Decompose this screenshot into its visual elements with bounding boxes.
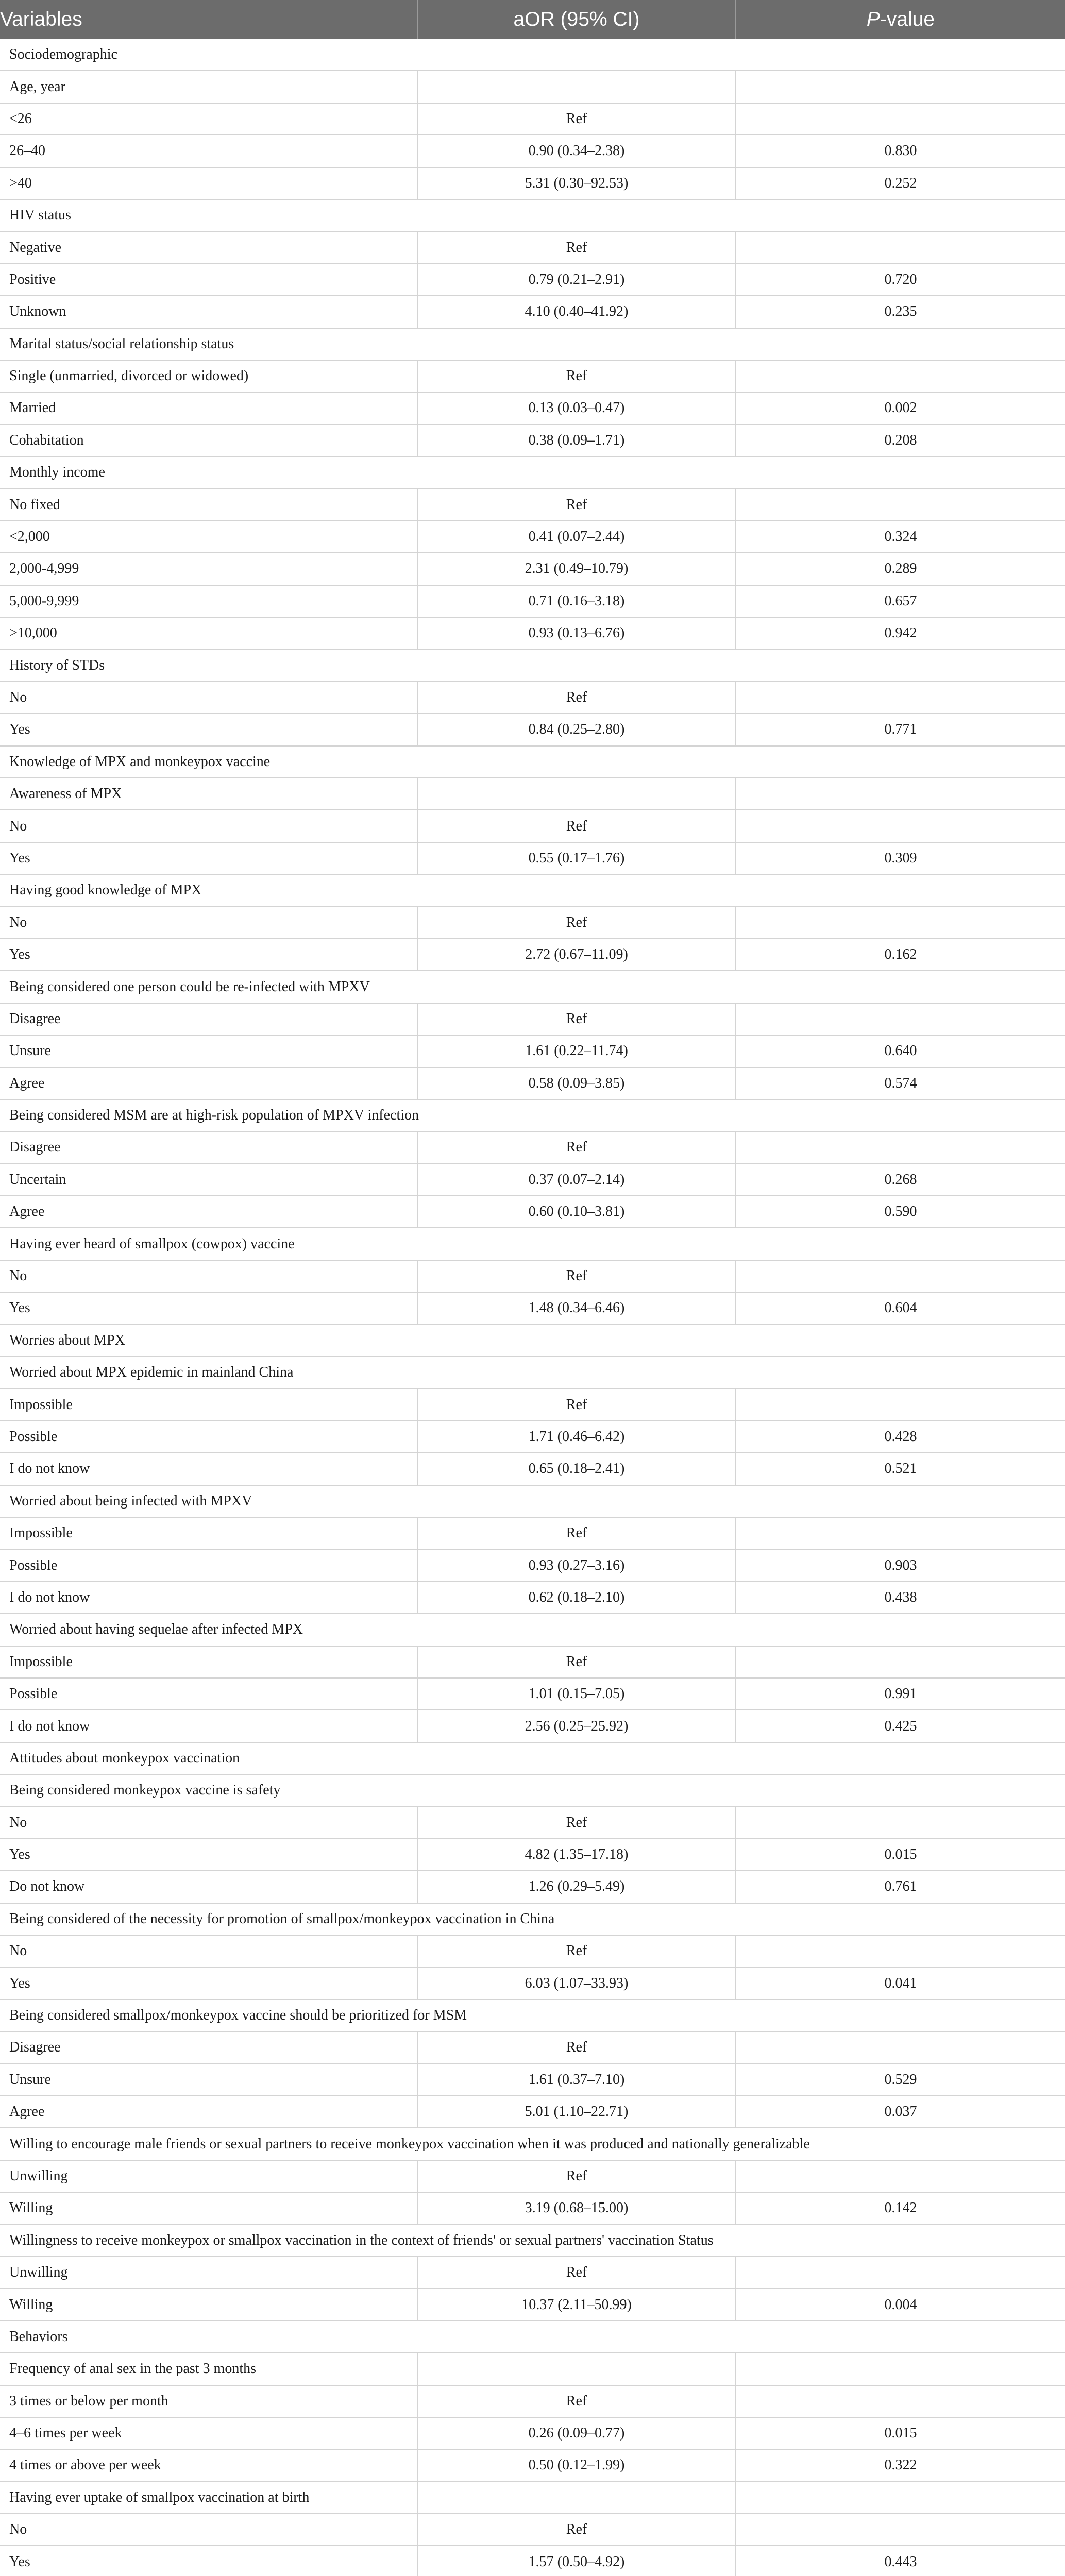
aor-cell: 6.03 (1.07–33.93) — [417, 1967, 736, 1999]
p-value-cell — [736, 1646, 1065, 1678]
variable-cell: 3 times or below per month — [0, 2385, 417, 2417]
variable-cell: Disagree — [0, 2031, 417, 2063]
section-label: Being considered MSM are at high-risk population of MPXV infection — [0, 1099, 1065, 1131]
aor-cell: Ref — [417, 2385, 736, 2417]
table-row — [0, 2546, 1065, 2576]
table-row — [0, 2514, 1065, 2546]
variable-cell: Disagree — [0, 1003, 417, 1035]
p-value-cell: 0.309 — [736, 842, 1065, 874]
table-row — [0, 521, 1065, 553]
table-section-row — [0, 39, 1065, 71]
table-section-row — [0, 1325, 1065, 1357]
variable-cell: Willing — [0, 2192, 417, 2224]
p-value-cell — [736, 778, 1065, 810]
section-label: Willing to encourage male friends or sexual partners to receive monkeypox vaccination when it was produced and nationally generalizable — [0, 2128, 1065, 2160]
table-row — [0, 2289, 1065, 2320]
table-row — [0, 553, 1065, 585]
variable-cell: Impossible — [0, 1646, 417, 1678]
aor-cell: 0.79 (0.21–2.91) — [417, 264, 736, 296]
header-p-italic: P — [866, 8, 880, 30]
table-row — [0, 2160, 1065, 2192]
aor-cell: Ref — [417, 1260, 736, 1292]
variable-cell: Uncertain — [0, 1164, 417, 1196]
p-value-cell: 0.529 — [736, 2064, 1065, 2096]
p-value-cell — [736, 2385, 1065, 2417]
table-row — [0, 1196, 1065, 1228]
section-label: Worried about having sequelae after infected MPX — [0, 1614, 1065, 1646]
table-row — [0, 296, 1065, 328]
p-value-cell — [736, 810, 1065, 842]
table-row — [0, 167, 1065, 199]
aor-cell: Ref — [417, 360, 736, 392]
aor-cell: 1.01 (0.15–7.05) — [417, 1678, 736, 1710]
p-value-cell — [736, 2031, 1065, 2063]
aor-cell: Ref — [417, 1646, 736, 1678]
aor-cell: 0.93 (0.27–3.16) — [417, 1549, 736, 1581]
variable-cell: Negative — [0, 231, 417, 263]
aor-cell: 1.71 (0.46–6.42) — [417, 1421, 736, 1453]
p-value-cell — [736, 103, 1065, 135]
p-value-cell: 0.235 — [736, 296, 1065, 328]
table-row — [0, 2257, 1065, 2289]
variable-cell: Possible — [0, 1678, 417, 1710]
aor-cell: 0.37 (0.07–2.14) — [417, 1164, 736, 1196]
table-section-row — [0, 1099, 1065, 1131]
variable-cell: No — [0, 1806, 417, 1838]
aor-cell — [417, 778, 736, 810]
section-label: Sociodemographic — [0, 39, 1065, 71]
aor-cell: 4.82 (1.35–17.18) — [417, 1839, 736, 1871]
variable-cell: Unsure — [0, 2064, 417, 2096]
table-row — [0, 1131, 1065, 1163]
p-value-cell — [736, 2160, 1065, 2192]
p-value-cell: 0.640 — [736, 1035, 1065, 1067]
variable-cell: 2,000-4,999 — [0, 553, 417, 585]
aor-cell: Ref — [417, 2514, 736, 2546]
variable-cell: Disagree — [0, 1131, 417, 1163]
variable-cell: Agree — [0, 1196, 417, 1228]
section-label: Willingness to receive monkeypox or smallpox vaccination in the context of friends' or sexual partners' vaccination Status — [0, 2225, 1065, 2257]
section-label: Worried about being infected with MPXV — [0, 1485, 1065, 1517]
aor-cell: 10.37 (2.11–50.99) — [417, 2289, 736, 2320]
section-label: History of STDs — [0, 649, 1065, 681]
variable-cell: Age, year — [0, 71, 417, 103]
aor-cell: 0.58 (0.09–3.85) — [417, 1067, 736, 1099]
variable-cell: No — [0, 810, 417, 842]
variable-cell: Yes — [0, 2546, 417, 2576]
section-label: Behaviors — [0, 2321, 1065, 2353]
p-value-cell: 0.289 — [736, 553, 1065, 585]
table-row — [0, 1517, 1065, 1549]
aor-cell: 3.19 (0.68–15.00) — [417, 2192, 736, 2224]
table-row — [0, 1839, 1065, 1871]
aor-cell: Ref — [417, 231, 736, 263]
variable-cell: Agree — [0, 1067, 417, 1099]
header-p-rest: -value — [880, 8, 935, 30]
aor-cell: 1.26 (0.29–5.49) — [417, 1871, 736, 1903]
table-row — [0, 1003, 1065, 1035]
p-value-cell: 0.142 — [736, 2192, 1065, 2224]
table-row — [0, 585, 1065, 617]
table-row — [0, 488, 1065, 520]
variable-cell: Possible — [0, 1421, 417, 1453]
table-body — [0, 39, 1065, 2576]
table-row — [0, 778, 1065, 810]
aor-cell — [417, 71, 736, 103]
table-section-row — [0, 1742, 1065, 1774]
table-row — [0, 1871, 1065, 1903]
p-value-cell: 0.252 — [736, 167, 1065, 199]
p-value-cell: 0.428 — [736, 1421, 1065, 1453]
aor-cell: 2.72 (0.67–11.09) — [417, 939, 736, 971]
table-row — [0, 2449, 1065, 2481]
p-value-cell — [736, 2353, 1065, 2385]
aor-cell: Ref — [417, 103, 736, 135]
table-row — [0, 939, 1065, 971]
variable-cell: No — [0, 2514, 417, 2546]
variable-cell: >10,000 — [0, 617, 417, 649]
table-row — [0, 2064, 1065, 2096]
variable-cell: I do not know — [0, 1453, 417, 1485]
p-value-cell: 0.015 — [736, 1839, 1065, 1871]
section-label: HIV status — [0, 199, 1065, 231]
section-label: Being considered of the necessity for promotion of smallpox/monkeypox vaccination in China — [0, 1903, 1065, 1935]
p-value-cell: 0.324 — [736, 521, 1065, 553]
variable-cell: Married — [0, 392, 417, 424]
aor-cell: Ref — [417, 1131, 736, 1163]
p-value-cell — [736, 1806, 1065, 1838]
p-value-cell: 0.322 — [736, 2449, 1065, 2481]
table-row — [0, 2353, 1065, 2385]
table-row — [0, 617, 1065, 649]
table-section-row — [0, 328, 1065, 360]
variable-cell: 5,000-9,999 — [0, 585, 417, 617]
variable-cell: Willing — [0, 2289, 417, 2320]
aor-cell: 5.31 (0.30–92.53) — [417, 167, 736, 199]
aor-cell: Ref — [417, 1003, 736, 1035]
variable-cell: Yes — [0, 1967, 417, 1999]
table-row — [0, 135, 1065, 167]
table-section-row — [0, 746, 1065, 778]
table-row — [0, 2192, 1065, 2224]
aor-cell: 0.84 (0.25–2.80) — [417, 714, 736, 745]
p-value-cell — [736, 2257, 1065, 2289]
p-value-cell: 0.657 — [736, 585, 1065, 617]
table-section-row — [0, 1774, 1065, 1806]
aor-cell: 0.71 (0.16–3.18) — [417, 585, 736, 617]
table-row — [0, 360, 1065, 392]
p-value-cell — [736, 71, 1065, 103]
table-row — [0, 1935, 1065, 1967]
table-row — [0, 392, 1065, 424]
p-value-cell — [736, 231, 1065, 263]
section-label: Attitudes about monkeypox vaccination — [0, 1742, 1065, 1774]
aor-cell: Ref — [417, 810, 736, 842]
p-value-cell: 0.443 — [736, 2546, 1065, 2576]
variable-cell: Positive — [0, 264, 417, 296]
table-section-row — [0, 199, 1065, 231]
aor-cell: 0.60 (0.10–3.81) — [417, 1196, 736, 1228]
p-value-cell — [736, 2482, 1065, 2514]
variable-cell: 4–6 times per week — [0, 2417, 417, 2449]
table-section-row — [0, 874, 1065, 906]
aor-cell: Ref — [417, 2257, 736, 2289]
header-variables: Variables — [0, 0, 417, 39]
header-p-value — [736, 0, 1065, 39]
table-row — [0, 1292, 1065, 1324]
table-row — [0, 842, 1065, 874]
variable-cell: Impossible — [0, 1388, 417, 1420]
table-row — [0, 714, 1065, 745]
aor-cell: Ref — [417, 1517, 736, 1549]
p-value-cell — [736, 1260, 1065, 1292]
table-row — [0, 907, 1065, 939]
table-row — [0, 1421, 1065, 1453]
variable-cell: No fixed — [0, 488, 417, 520]
aor-cell: 1.61 (0.37–7.10) — [417, 2064, 736, 2096]
p-value-cell: 0.830 — [736, 135, 1065, 167]
table-row — [0, 264, 1065, 296]
p-value-cell — [736, 1517, 1065, 1549]
aor-cell: 0.62 (0.18–2.10) — [417, 1582, 736, 1614]
section-label: Having good knowledge of MPX — [0, 874, 1065, 906]
table-row — [0, 1035, 1065, 1067]
table-row — [0, 1260, 1065, 1292]
p-value-cell: 0.162 — [736, 939, 1065, 971]
variable-cell: No — [0, 1260, 417, 1292]
aor-cell: Ref — [417, 488, 736, 520]
aor-cell: 0.90 (0.34–2.38) — [417, 135, 736, 167]
section-label: Being considered one person could be re-infected with MPXV — [0, 971, 1065, 1003]
aor-cell: 1.57 (0.50–4.92) — [417, 2546, 736, 2576]
table-row — [0, 2417, 1065, 2449]
variable-cell: Having ever uptake of smallpox vaccination at birth — [0, 2482, 417, 2514]
aor-cell: 0.41 (0.07–2.44) — [417, 521, 736, 553]
variable-cell: Agree — [0, 2096, 417, 2128]
table-section-row — [0, 649, 1065, 681]
table-row — [0, 103, 1065, 135]
aor-cell: 0.13 (0.03–0.47) — [417, 392, 736, 424]
variable-cell: >40 — [0, 167, 417, 199]
table-section-row — [0, 2225, 1065, 2257]
aor-cell: Ref — [417, 907, 736, 939]
table-section-row — [0, 971, 1065, 1003]
table-row — [0, 1967, 1065, 1999]
variable-cell: No — [0, 907, 417, 939]
section-label: Knowledge of MPX and monkeypox vaccine — [0, 746, 1065, 778]
table-section-row — [0, 1614, 1065, 1646]
section-label: Marital status/social relationship status — [0, 328, 1065, 360]
table-section-row — [0, 1903, 1065, 1935]
p-value-cell: 0.574 — [736, 1067, 1065, 1099]
variable-cell: Yes — [0, 842, 417, 874]
variable-cell: Do not know — [0, 1871, 417, 1903]
table-section-row — [0, 1485, 1065, 1517]
p-value-cell — [736, 1003, 1065, 1035]
table-row — [0, 1710, 1065, 1742]
p-value-cell — [736, 360, 1065, 392]
table-row — [0, 2482, 1065, 2514]
variable-cell: Unsure — [0, 1035, 417, 1067]
p-value-cell — [736, 1388, 1065, 1420]
table-row — [0, 71, 1065, 103]
aor-cell: Ref — [417, 1935, 736, 1967]
variable-cell: I do not know — [0, 1582, 417, 1614]
p-value-cell: 0.991 — [736, 1678, 1065, 1710]
section-label: Being considered smallpox/monkeypox vaccine should be prioritized for MSM — [0, 1999, 1065, 2031]
aor-cell: 1.61 (0.22–11.74) — [417, 1035, 736, 1067]
p-value-cell: 0.002 — [736, 392, 1065, 424]
aor-cell: 0.93 (0.13–6.76) — [417, 617, 736, 649]
aor-cell: Ref — [417, 1806, 736, 1838]
aor-cell — [417, 2482, 736, 2514]
variable-cell: Possible — [0, 1549, 417, 1581]
variable-cell: No — [0, 682, 417, 714]
table-row — [0, 1806, 1065, 1838]
table-row — [0, 810, 1065, 842]
p-value-cell: 0.604 — [736, 1292, 1065, 1324]
aor-cell: 2.56 (0.25–25.92) — [417, 1710, 736, 1742]
table-row — [0, 1646, 1065, 1678]
aor-cell: Ref — [417, 2031, 736, 2063]
variable-cell: Impossible — [0, 1517, 417, 1549]
section-label: Being considered monkeypox vaccine is safety — [0, 1774, 1065, 1806]
aor-cell: 0.38 (0.09–1.71) — [417, 425, 736, 456]
p-value-cell — [736, 1131, 1065, 1163]
variable-cell: Unwilling — [0, 2160, 417, 2192]
variable-cell: Cohabitation — [0, 425, 417, 456]
table-section-row — [0, 2128, 1065, 2160]
aor-cell: 1.48 (0.34–6.46) — [417, 1292, 736, 1324]
p-value-cell: 0.037 — [736, 2096, 1065, 2128]
table-row — [0, 1388, 1065, 1420]
variable-cell: 4 times or above per week — [0, 2449, 417, 2481]
p-value-cell: 0.015 — [736, 2417, 1065, 2449]
aor-cell: 0.50 (0.12–1.99) — [417, 2449, 736, 2481]
p-value-cell: 0.041 — [736, 1967, 1065, 1999]
aor-cell: Ref — [417, 2160, 736, 2192]
section-label: Worried about MPX epidemic in mainland China — [0, 1357, 1065, 1388]
aor-cell: 4.10 (0.40–41.92) — [417, 296, 736, 328]
p-value-cell — [736, 1935, 1065, 1967]
table-header-row — [0, 0, 1065, 39]
aor-cell: Ref — [417, 682, 736, 714]
aor-cell: Ref — [417, 1388, 736, 1420]
table-section-row — [0, 1357, 1065, 1388]
header-aor: aOR (95% CI) — [417, 0, 736, 39]
p-value-cell — [736, 682, 1065, 714]
p-value-cell: 0.004 — [736, 2289, 1065, 2320]
table-row — [0, 2096, 1065, 2128]
p-value-cell: 0.425 — [736, 1710, 1065, 1742]
table-row — [0, 2385, 1065, 2417]
p-value-cell: 0.590 — [736, 1196, 1065, 1228]
variable-cell: Single (unmarried, divorced or widowed) — [0, 360, 417, 392]
variable-cell: I do not know — [0, 1710, 417, 1742]
section-label: Monthly income — [0, 456, 1065, 488]
table-row — [0, 1582, 1065, 1614]
variable-cell: <2,000 — [0, 521, 417, 553]
variable-cell: Unwilling — [0, 2257, 417, 2289]
table-row — [0, 1164, 1065, 1196]
table-row — [0, 1678, 1065, 1710]
variable-cell: Yes — [0, 1292, 417, 1324]
p-value-cell: 0.903 — [736, 1549, 1065, 1581]
aor-cell: 0.26 (0.09–0.77) — [417, 2417, 736, 2449]
section-label: Having ever heard of smallpox (cowpox) vaccine — [0, 1228, 1065, 1260]
table-section-row — [0, 1999, 1065, 2031]
p-value-cell: 0.521 — [736, 1453, 1065, 1485]
table-section-row — [0, 2321, 1065, 2353]
variable-cell: Yes — [0, 714, 417, 745]
p-value-cell: 0.771 — [736, 714, 1065, 745]
p-value-cell: 0.438 — [736, 1582, 1065, 1614]
aor-cell: 0.65 (0.18–2.41) — [417, 1453, 736, 1485]
p-value-cell: 0.208 — [736, 425, 1065, 456]
table-row — [0, 2031, 1065, 2063]
p-value-cell: 0.942 — [736, 617, 1065, 649]
table-row — [0, 231, 1065, 263]
p-value-cell: 0.268 — [736, 1164, 1065, 1196]
table-row — [0, 1549, 1065, 1581]
aor-cell: 2.31 (0.49–10.79) — [417, 553, 736, 585]
p-value-cell — [736, 907, 1065, 939]
variable-cell: <26 — [0, 103, 417, 135]
table-row — [0, 1067, 1065, 1099]
table-section-row — [0, 456, 1065, 488]
variable-cell: Frequency of anal sex in the past 3 months — [0, 2353, 417, 2385]
variable-cell: 26–40 — [0, 135, 417, 167]
aor-cell: 5.01 (1.10–22.71) — [417, 2096, 736, 2128]
table-section-row — [0, 1228, 1065, 1260]
aor-cell: 0.55 (0.17–1.76) — [417, 842, 736, 874]
p-value-cell: 0.761 — [736, 1871, 1065, 1903]
variable-cell: Awareness of MPX — [0, 778, 417, 810]
table-row — [0, 1453, 1065, 1485]
table-row — [0, 425, 1065, 456]
aor-cell — [417, 2353, 736, 2385]
variable-cell: Yes — [0, 939, 417, 971]
p-value-cell: 0.720 — [736, 264, 1065, 296]
variable-cell: Yes — [0, 1839, 417, 1871]
section-label: Worries about MPX — [0, 1325, 1065, 1357]
variable-cell: Unknown — [0, 296, 417, 328]
p-value-cell — [736, 2514, 1065, 2546]
variable-cell: No — [0, 1935, 417, 1967]
p-value-cell — [736, 488, 1065, 520]
table-row — [0, 682, 1065, 714]
